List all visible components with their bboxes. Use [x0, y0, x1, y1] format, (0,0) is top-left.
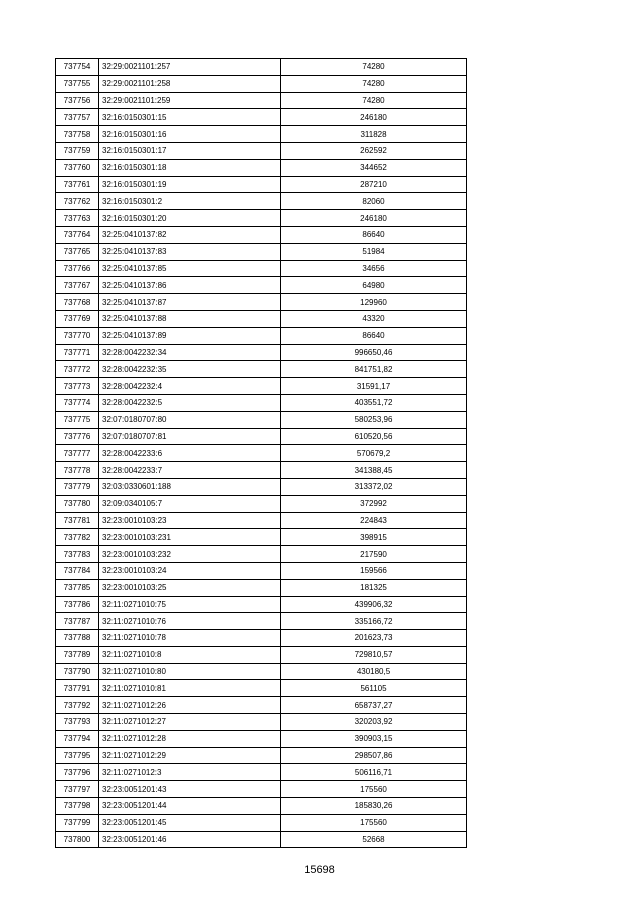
value-cell: 320203,92 — [281, 714, 467, 731]
table-row — [56, 109, 467, 126]
value-cell: 86640 — [281, 327, 467, 344]
cadastral-number-cell: 32:23:0051201:46 — [99, 831, 281, 848]
row-id-cell: 737796 — [56, 764, 99, 781]
cadastral-number-cell: 32:11:0271010:75 — [99, 596, 281, 613]
cadastral-number-cell: 32:16:0150301:15 — [99, 109, 281, 126]
row-id-cell: 737797 — [56, 781, 99, 798]
table-row — [56, 562, 467, 579]
row-id-cell: 737769 — [56, 310, 99, 327]
row-id-cell: 737792 — [56, 697, 99, 714]
row-id-cell: 737758 — [56, 126, 99, 143]
value-cell: 506116,71 — [281, 764, 467, 781]
value-cell: 224843 — [281, 512, 467, 529]
table-row — [56, 814, 467, 831]
table-row — [56, 680, 467, 697]
row-id-cell: 737760 — [56, 159, 99, 176]
table-row — [56, 764, 467, 781]
table-row — [56, 210, 467, 227]
cadastral-number-cell: 32:11:0271010:8 — [99, 646, 281, 663]
value-cell: 181325 — [281, 579, 467, 596]
row-id-cell: 737777 — [56, 445, 99, 462]
value-cell: 390903,15 — [281, 730, 467, 747]
value-cell: 335166,72 — [281, 613, 467, 630]
row-id-cell: 737757 — [56, 109, 99, 126]
cadastral-number-cell: 32:25:0410137:82 — [99, 226, 281, 243]
row-id-cell: 737800 — [56, 831, 99, 848]
cadastral-value-table — [55, 58, 467, 848]
cadastral-number-cell: 32:11:0271012:28 — [99, 730, 281, 747]
cadastral-number-cell: 32:11:0271012:27 — [99, 714, 281, 731]
value-cell: 43320 — [281, 310, 467, 327]
cadastral-number-cell: 32:25:0410137:87 — [99, 294, 281, 311]
value-cell: 262592 — [281, 142, 467, 159]
row-id-cell: 737790 — [56, 663, 99, 680]
value-cell: 129960 — [281, 294, 467, 311]
value-cell: 246180 — [281, 109, 467, 126]
table-row — [56, 344, 467, 361]
row-id-cell: 737795 — [56, 747, 99, 764]
table-row — [56, 327, 467, 344]
table-row — [56, 596, 467, 613]
table-row — [56, 92, 467, 109]
cadastral-number-cell: 32:16:0150301:17 — [99, 142, 281, 159]
row-id-cell: 737759 — [56, 142, 99, 159]
value-cell: 34656 — [281, 260, 467, 277]
table-row — [56, 361, 467, 378]
table-row — [56, 378, 467, 395]
cadastral-number-cell: 32:23:0010103:232 — [99, 546, 281, 563]
table-row — [56, 59, 467, 76]
value-cell: 51984 — [281, 243, 467, 260]
table-row — [56, 529, 467, 546]
cadastral-number-cell: 32:28:0042232:34 — [99, 344, 281, 361]
row-id-cell: 737784 — [56, 562, 99, 579]
row-id-cell: 737778 — [56, 462, 99, 479]
row-id-cell: 737785 — [56, 579, 99, 596]
cadastral-number-cell: 32:11:0271010:81 — [99, 680, 281, 697]
table-row — [56, 428, 467, 445]
cadastral-number-cell: 32:25:0410137:85 — [99, 260, 281, 277]
row-id-cell: 737768 — [56, 294, 99, 311]
value-cell: 344652 — [281, 159, 467, 176]
table-body — [56, 59, 467, 848]
table-row — [56, 226, 467, 243]
row-id-cell: 737755 — [56, 75, 99, 92]
table-row — [56, 831, 467, 848]
value-cell: 398915 — [281, 529, 467, 546]
row-id-cell: 737788 — [56, 630, 99, 647]
value-cell: 246180 — [281, 210, 467, 227]
cadastral-number-cell: 32:23:0010103:23 — [99, 512, 281, 529]
value-cell: 201623,73 — [281, 630, 467, 647]
row-id-cell: 737779 — [56, 478, 99, 495]
cadastral-number-cell: 32:29:0021101:257 — [99, 59, 281, 76]
value-cell: 185830,26 — [281, 798, 467, 815]
row-id-cell: 737756 — [56, 92, 99, 109]
cadastral-number-cell: 32:29:0021101:258 — [99, 75, 281, 92]
table-row — [56, 646, 467, 663]
table-row — [56, 310, 467, 327]
row-id-cell: 737775 — [56, 411, 99, 428]
value-cell: 298507,86 — [281, 747, 467, 764]
row-id-cell: 737772 — [56, 361, 99, 378]
cadastral-number-cell: 32:16:0150301:2 — [99, 193, 281, 210]
value-cell: 341388,45 — [281, 462, 467, 479]
table-row — [56, 159, 467, 176]
table-row — [56, 445, 467, 462]
cadastral-number-cell: 32:28:0042233:7 — [99, 462, 281, 479]
value-cell: 658737,27 — [281, 697, 467, 714]
cadastral-number-cell: 32:23:0051201:44 — [99, 798, 281, 815]
value-cell: 74280 — [281, 92, 467, 109]
value-cell: 175560 — [281, 814, 467, 831]
cadastral-number-cell: 32:16:0150301:19 — [99, 176, 281, 193]
cadastral-number-cell: 32:23:0051201:45 — [99, 814, 281, 831]
cadastral-number-cell: 32:23:0051201:43 — [99, 781, 281, 798]
value-cell: 439906,32 — [281, 596, 467, 613]
table-row — [56, 512, 467, 529]
cadastral-number-cell: 32:07:0180707:81 — [99, 428, 281, 445]
cadastral-number-cell: 32:07:0180707:80 — [99, 411, 281, 428]
row-id-cell: 737766 — [56, 260, 99, 277]
table-row — [56, 546, 467, 563]
table-row — [56, 663, 467, 680]
table-row — [56, 747, 467, 764]
cadastral-number-cell: 32:25:0410137:88 — [99, 310, 281, 327]
value-cell: 287210 — [281, 176, 467, 193]
value-cell: 570679,2 — [281, 445, 467, 462]
cadastral-number-cell: 32:25:0410137:89 — [99, 327, 281, 344]
table-row — [56, 394, 467, 411]
row-id-cell: 737776 — [56, 428, 99, 445]
cadastral-number-cell: 32:28:0042232:4 — [99, 378, 281, 395]
table-row — [56, 75, 467, 92]
value-cell: 580253,96 — [281, 411, 467, 428]
value-cell: 313372,02 — [281, 478, 467, 495]
row-id-cell: 737780 — [56, 495, 99, 512]
cadastral-number-cell: 32:11:0271012:3 — [99, 764, 281, 781]
table-row — [56, 126, 467, 143]
cadastral-number-cell: 32:23:0010103:231 — [99, 529, 281, 546]
row-id-cell: 737762 — [56, 193, 99, 210]
value-cell: 311828 — [281, 126, 467, 143]
value-cell: 64980 — [281, 277, 467, 294]
table-row — [56, 798, 467, 815]
row-id-cell: 737794 — [56, 730, 99, 747]
value-cell: 610520,56 — [281, 428, 467, 445]
value-cell: 561105 — [281, 680, 467, 697]
row-id-cell: 737764 — [56, 226, 99, 243]
row-id-cell: 737793 — [56, 714, 99, 731]
cadastral-number-cell: 32:28:0042233:6 — [99, 445, 281, 462]
table-row — [56, 697, 467, 714]
row-id-cell: 737763 — [56, 210, 99, 227]
value-cell: 841751,82 — [281, 361, 467, 378]
cadastral-number-cell: 32:09:0340105:7 — [99, 495, 281, 512]
row-id-cell: 737773 — [56, 378, 99, 395]
value-cell: 31591,17 — [281, 378, 467, 395]
row-id-cell: 737761 — [56, 176, 99, 193]
value-cell: 430180,5 — [281, 663, 467, 680]
value-cell: 74280 — [281, 59, 467, 76]
cadastral-number-cell: 32:28:0042232:5 — [99, 394, 281, 411]
table-row — [56, 193, 467, 210]
row-id-cell: 737770 — [56, 327, 99, 344]
table-row — [56, 613, 467, 630]
cadastral-number-cell: 32:11:0271012:29 — [99, 747, 281, 764]
table-row — [56, 411, 467, 428]
value-cell: 86640 — [281, 226, 467, 243]
row-id-cell: 737754 — [56, 59, 99, 76]
cadastral-number-cell: 32:16:0150301:18 — [99, 159, 281, 176]
row-id-cell: 737782 — [56, 529, 99, 546]
value-cell: 403551,72 — [281, 394, 467, 411]
cadastral-number-cell: 32:28:0042232:35 — [99, 361, 281, 378]
value-cell: 159566 — [281, 562, 467, 579]
row-id-cell: 737771 — [56, 344, 99, 361]
value-cell: 996650,46 — [281, 344, 467, 361]
cadastral-number-cell: 32:11:0271010:80 — [99, 663, 281, 680]
row-id-cell: 737799 — [56, 814, 99, 831]
table-row — [56, 277, 467, 294]
cadastral-number-cell: 32:11:0271010:78 — [99, 630, 281, 647]
row-id-cell: 737767 — [56, 277, 99, 294]
value-cell: 372992 — [281, 495, 467, 512]
cadastral-number-cell: 32:16:0150301:16 — [99, 126, 281, 143]
table-row — [56, 260, 467, 277]
table-row — [56, 781, 467, 798]
cadastral-number-cell: 32:11:0271012:26 — [99, 697, 281, 714]
table-row — [56, 630, 467, 647]
cadastral-number-cell: 32:25:0410137:83 — [99, 243, 281, 260]
cadastral-number-cell: 32:16:0150301:20 — [99, 210, 281, 227]
row-id-cell: 737786 — [56, 596, 99, 613]
table-row — [56, 462, 467, 479]
value-cell: 217590 — [281, 546, 467, 563]
cadastral-number-cell: 32:23:0010103:24 — [99, 562, 281, 579]
page-number: 15698 — [304, 864, 335, 876]
value-cell: 74280 — [281, 75, 467, 92]
row-id-cell: 737774 — [56, 394, 99, 411]
cadastral-number-cell: 32:29:0021101:259 — [99, 92, 281, 109]
row-id-cell: 737765 — [56, 243, 99, 260]
table-row — [56, 142, 467, 159]
table-row — [56, 579, 467, 596]
table-row — [56, 495, 467, 512]
cadastral-number-cell: 32:25:0410137:86 — [99, 277, 281, 294]
cadastral-number-cell: 32:03:0330601:188 — [99, 478, 281, 495]
table-row — [56, 176, 467, 193]
cadastral-number-cell: 32:11:0271010:76 — [99, 613, 281, 630]
row-id-cell: 737783 — [56, 546, 99, 563]
cadastral-number-cell: 32:23:0010103:25 — [99, 579, 281, 596]
value-cell: 175560 — [281, 781, 467, 798]
row-id-cell: 737781 — [56, 512, 99, 529]
table-row — [56, 730, 467, 747]
row-id-cell: 737789 — [56, 646, 99, 663]
table-row — [56, 714, 467, 731]
table-row — [56, 243, 467, 260]
row-id-cell: 737798 — [56, 798, 99, 815]
value-cell: 52668 — [281, 831, 467, 848]
value-cell: 82060 — [281, 193, 467, 210]
row-id-cell: 737791 — [56, 680, 99, 697]
value-cell: 729810,57 — [281, 646, 467, 663]
row-id-cell: 737787 — [56, 613, 99, 630]
table-row — [56, 294, 467, 311]
table-row — [56, 478, 467, 495]
